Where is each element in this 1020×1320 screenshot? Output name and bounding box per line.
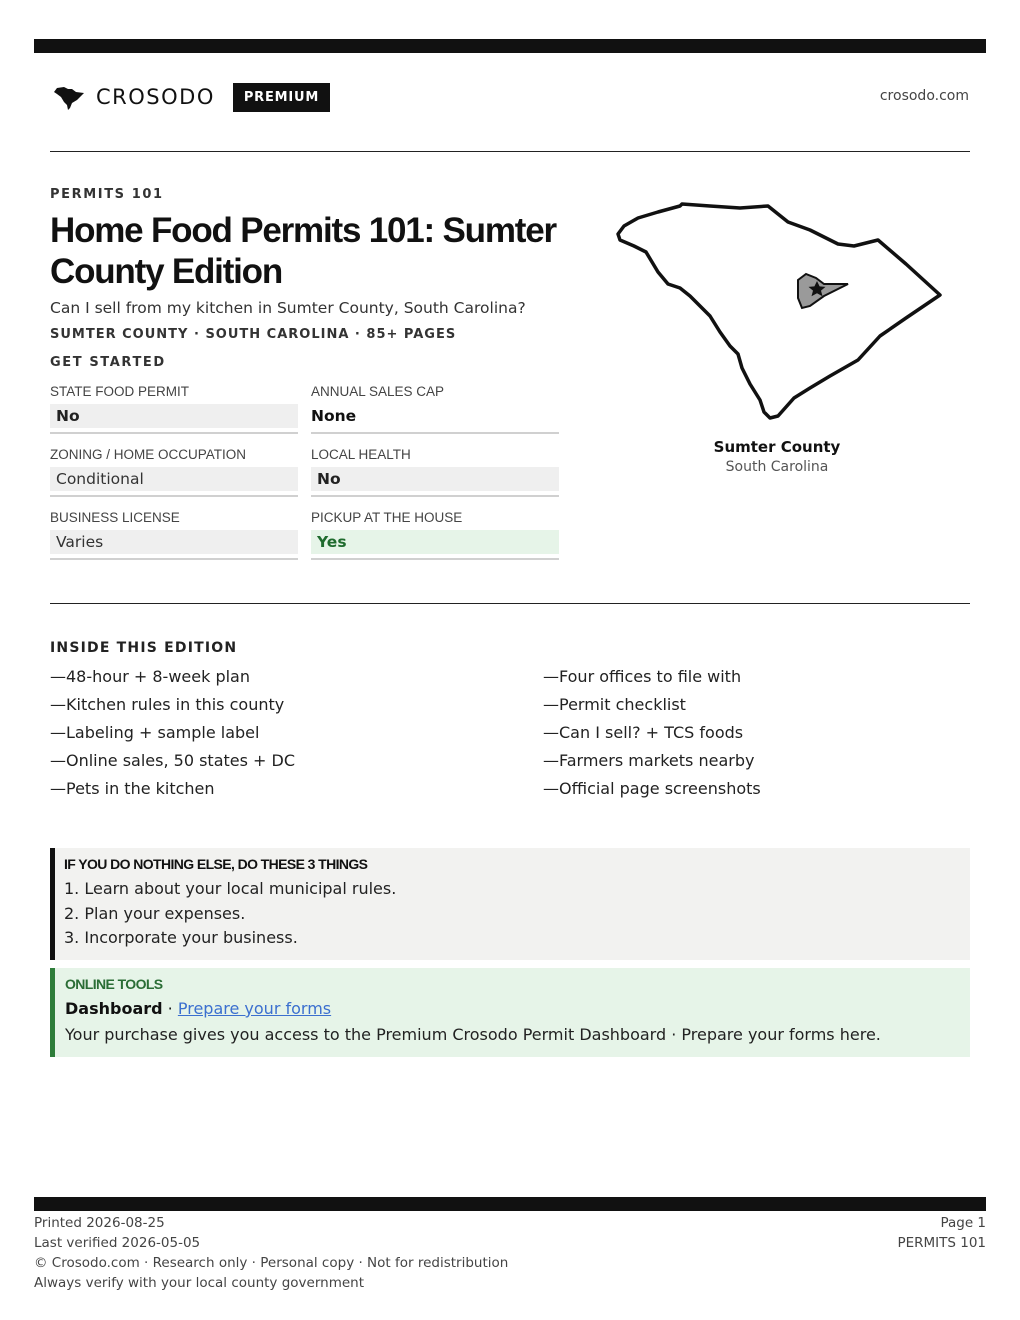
eyebrow: PERMITS 101 <box>50 187 164 202</box>
list-item: —Labeling + sample label <box>50 723 260 742</box>
fact-value: Varies <box>50 530 298 554</box>
inside-list-left <box>50 666 295 806</box>
fact-label: BUSINESS LICENSE <box>50 510 180 525</box>
copyright: © Crosodo.com · Research only · Personal copy · Not for redistribution <box>34 1255 509 1271</box>
site-url[interactable]: crosodo.com <box>879 88 969 104</box>
printed-date: Printed 2026-08-25 <box>34 1215 165 1231</box>
page-title: Home Food Permits 101: Sumter County Edition <box>50 211 556 291</box>
prepare-forms-link[interactable]: Prepare your forms <box>177 999 332 1018</box>
fact-value: None <box>311 407 357 425</box>
callout-item: 2. Plan your expenses. <box>64 903 246 923</box>
fact-business-license <box>50 507 298 560</box>
footer-right <box>897 1213 986 1253</box>
fact-value: Yes <box>311 530 559 554</box>
disclaimer: Always verify with your local county government <box>34 1275 364 1291</box>
list-item: —Can I sell? + TCS foods <box>543 723 744 742</box>
tools-description: Your purchase gives you access to the Premium Crosodo Permit Dashboard · Prepare your forms here. <box>65 1025 881 1044</box>
page-meta: SUMTER COUNTY · SOUTH CAROLINA · 85+ PAGES <box>50 327 457 342</box>
fact-label: ANNUAL SALES CAP <box>311 384 445 399</box>
fact-state-food-permit <box>50 381 298 434</box>
section-divider <box>50 603 970 604</box>
map-county-label: Sumter County <box>713 438 841 456</box>
map-state-label: South Carolina <box>725 459 829 475</box>
fact-label: PICKUP AT THE HOUSE <box>311 510 463 525</box>
fact-value: Conditional <box>50 467 298 491</box>
state-map <box>610 200 944 422</box>
fact-annual-sales-cap <box>311 381 559 434</box>
inside-heading: INSIDE THIS EDITION <box>50 640 238 656</box>
list-item: —Official page screenshots <box>543 779 761 798</box>
fact-zoning <box>50 444 298 497</box>
top-bar <box>34 39 986 53</box>
premium-badge: PREMIUM <box>233 83 330 112</box>
callout-list <box>64 878 970 952</box>
page-subtitle: Can I sell from my kitchen in Sumter County, South Carolina? <box>50 299 526 317</box>
tools-dashboard-line <box>65 998 970 1024</box>
state-outline <box>618 204 940 418</box>
header-divider <box>50 151 970 152</box>
footer-left <box>34 1213 508 1293</box>
callout-heading: IF YOU DO NOTHING ELSE, DO THESE 3 THINGS <box>64 856 368 872</box>
list-item: —Kitchen rules in this county <box>50 695 285 714</box>
callout-item: 1. Learn about your local municipal rules. <box>64 879 397 898</box>
inside-list-right <box>543 666 761 806</box>
list-item: —48-hour + 8-week plan <box>50 667 250 686</box>
list-item: —Four offices to file with <box>543 667 742 686</box>
list-item: —Pets in the kitchen <box>50 779 215 798</box>
page-number: Page 1 <box>940 1215 986 1231</box>
tools-heading: ONLINE TOOLS <box>65 976 163 992</box>
fact-label: LOCAL HEALTH <box>311 447 411 462</box>
fact-value: No <box>311 467 559 491</box>
get-started-heading: GET STARTED <box>50 355 166 370</box>
fact-local-health <box>311 444 559 497</box>
priority-callout <box>50 848 970 960</box>
fact-label: ZONING / HOME OCCUPATION <box>50 447 247 462</box>
fact-pickup <box>311 507 559 560</box>
list-item: —Online sales, 50 states + DC <box>50 751 296 770</box>
footer-bar <box>34 1197 986 1211</box>
verified-date: Last verified 2026-05-05 <box>34 1235 201 1251</box>
list-item: —Permit checklist <box>543 695 686 714</box>
fact-value: No <box>50 404 298 428</box>
online-tools <box>50 968 970 1057</box>
dashboard-label: Dashboard <box>65 999 163 1018</box>
fact-label: STATE FOOD PERMIT <box>50 384 190 399</box>
facts-grid <box>50 381 559 560</box>
brand-name: CROSODO <box>96 85 215 109</box>
separator: · <box>167 999 173 1018</box>
list-item: —Farmers markets nearby <box>543 751 755 770</box>
callout-item: 3. Incorporate your business. <box>64 928 298 947</box>
brand[interactable] <box>52 80 330 114</box>
footer-section: PERMITS 101 <box>897 1235 986 1251</box>
south-carolina-state-icon <box>52 83 86 111</box>
